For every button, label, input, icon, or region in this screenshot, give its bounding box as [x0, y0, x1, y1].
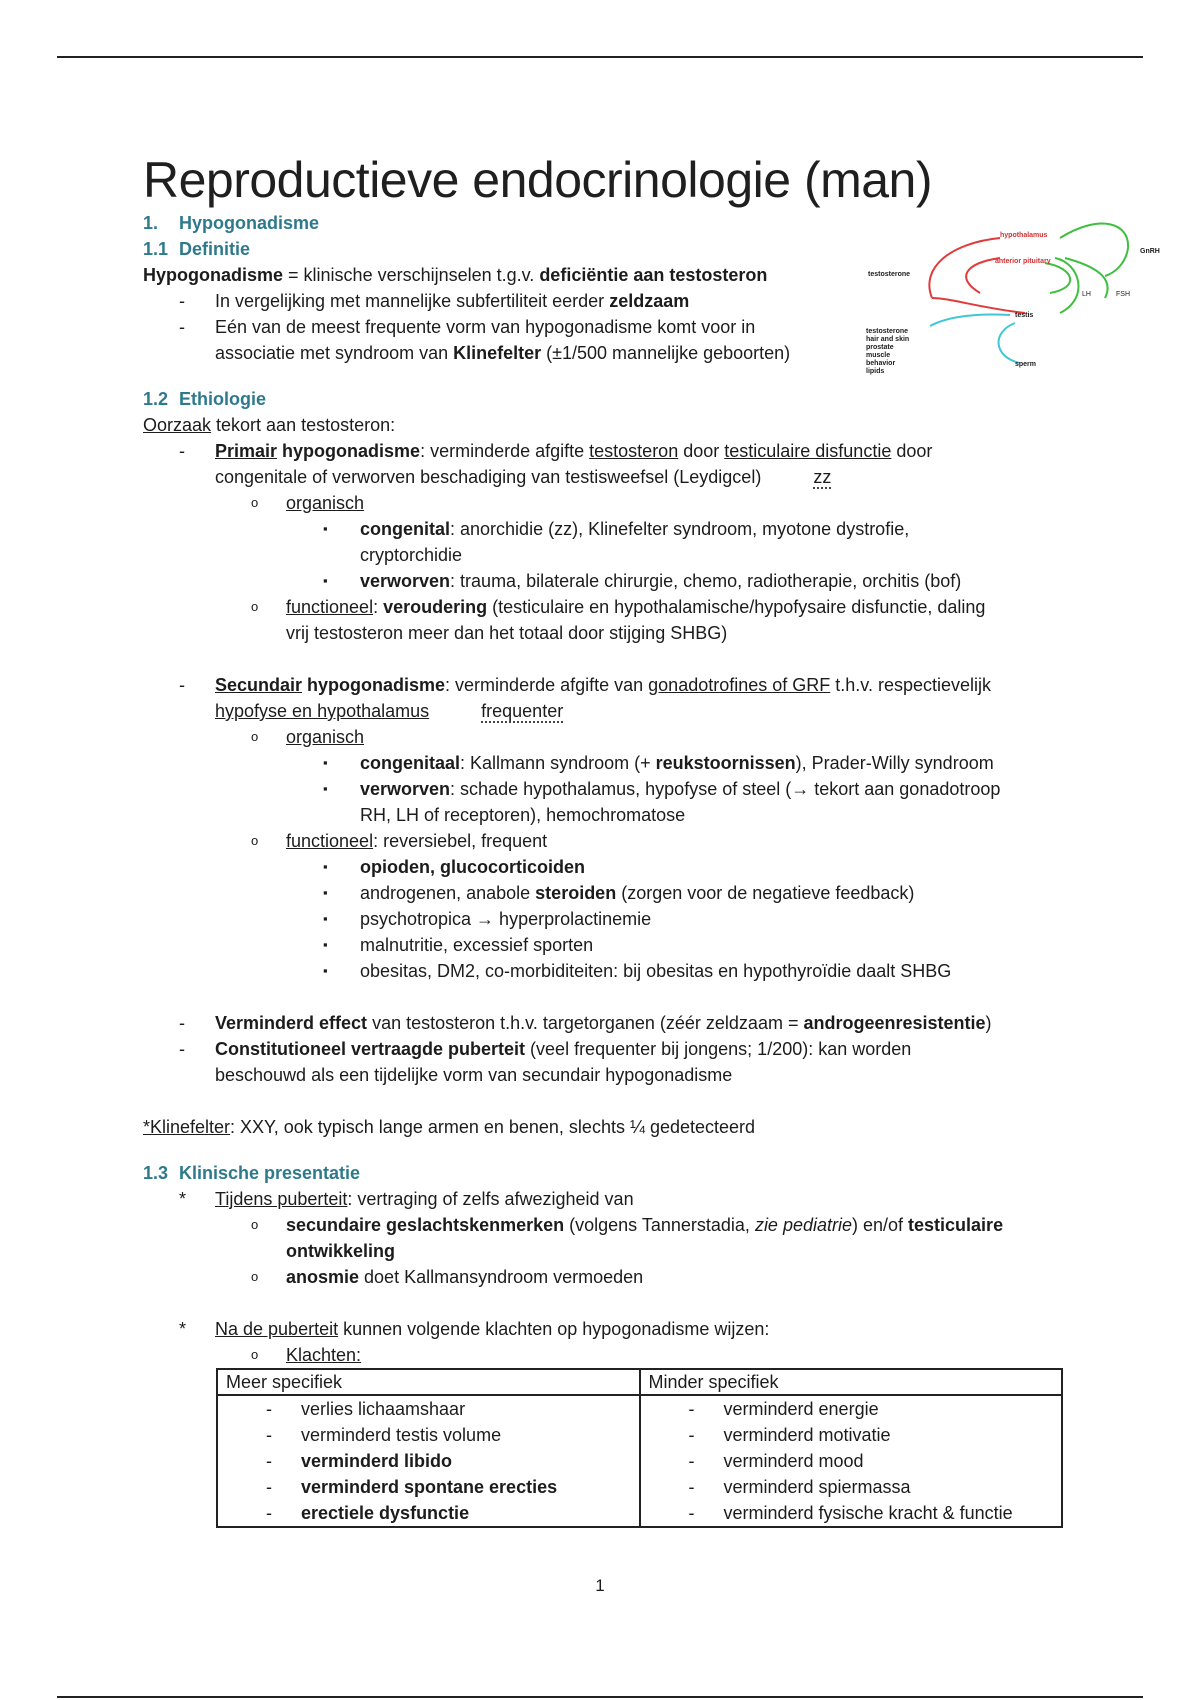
sperm-label: sperm: [1015, 361, 1037, 368]
comment-marker: frequenter: [481, 701, 564, 721]
klinefelter-note: *Klinefelter: XXY, ook typisch lange armen en benen, slechts ¼ gedetecteerd: [143, 1117, 756, 1137]
gnrh-label: GnRH: [1140, 248, 1160, 255]
document-body: [143, 150, 1073, 1528]
table-row: - verminderd spontane erecties: [266, 1477, 558, 1497]
table-row: - verminderd fysische kracht & functie: [688, 1503, 1013, 1523]
col-header-less-specific: Minder specifiek: [640, 1369, 1063, 1395]
functional-cause: ▪ androgenen, anabole steroiden (zorgen voor de negatieve feedback): [323, 883, 915, 903]
primary-acquired: ▪ verworven: trauma, bilaterale chirurgie, chemo, radiotherapie, orchitis (bof): [323, 571, 962, 591]
primary-hypogonadism: - Primair hypogonadisme: verminderde afgifte testosteron door testiculaire disfunctie door congenitale of verworven beschadiging van testisweefsel (Leydigcel) zz: [179, 441, 933, 487]
specific-complaints: [217, 1395, 640, 1527]
less-specific-complaints: [640, 1395, 1063, 1527]
cause-intro: Oorzaak tekort aan testosteron:: [143, 415, 396, 435]
complaints-table: [216, 1368, 1063, 1528]
target-item: muscle: [866, 352, 891, 359]
fsh-label: FSH: [1116, 291, 1130, 298]
complaints-label: o Klachten:: [251, 1345, 362, 1365]
table-row: - verminderd energie: [688, 1399, 879, 1419]
comment-marker: zz: [813, 467, 832, 487]
section-1-2-heading: 1.2 Ethiologie: [143, 389, 266, 409]
during-puberty: * Tijdens puberteit: vertraging of zelfs afwezigheid van: [179, 1189, 634, 1209]
bottom-rule: [57, 1696, 1143, 1698]
target-item: hair and skin: [866, 336, 910, 343]
target-item: behavior: [866, 360, 896, 367]
target-item: lipids: [866, 368, 885, 375]
hypothalamus-label: hypothalamus: [1000, 232, 1048, 239]
primary-congenital: ▪ congenital: anorchidie (zz), Klinefelter syndroom, myotone dystrofie, cryptorchidie: [323, 519, 910, 565]
functional-cause: ▪ obesitas, DM2, co-morbiditeiten: bij obesitas en hypothyroïdie daalt SHBG: [323, 961, 952, 981]
primary-organic: o organisch: [251, 493, 365, 513]
secondary-congenital: ▪ congenitaal: Kallmann syndroom (+ reukstoornissen), Prader-Willy syndroom: [323, 753, 994, 773]
table-row: - verminderd testis volume: [266, 1425, 502, 1445]
primary-functional: o functioneel: veroudering (testiculaire en hypothalamische/hypofysaire disfunctie, daling vrij testosteron meer dan het totaal door stijging SHBG): [251, 597, 986, 643]
secondary-functional: o functioneel: reversiebel, frequent: [251, 831, 548, 851]
after-puberty: * Na de puberteit kunnen volgende klachten op hypogonadisme wijzen:: [179, 1319, 770, 1339]
functional-cause: ▪ psychotropica → hyperprolactinemie: [323, 909, 652, 929]
table-row: - verminderd spiermassa: [688, 1477, 911, 1497]
section-1-heading: 1. Hypogonadisme: [143, 213, 320, 233]
page-number: 1: [595, 1576, 605, 1595]
col-header-specific: Meer specifiek: [217, 1369, 640, 1395]
secondary-acquired: ▪ verworven: schade hypothalamus, hypofyse of steel (→ tekort aan gonadotroop RH, LH of receptoren), hemochromatose: [323, 779, 1001, 825]
constitutional-delay: - Constitutioneel vertraagde puberteit (veel frequenter bij jongens; 1/200): kan worden beschouwd als een tijdelijke vorm van secundair hypogonadisme: [179, 1039, 912, 1085]
table-row: - erectiele dysfunctie: [266, 1503, 470, 1523]
puberty-item: o anosmie doet Kallmansyndroom vermoeden: [251, 1267, 644, 1287]
table-row: - verlies lichaamshaar: [266, 1399, 466, 1419]
definition-bullet: - Eén van de meest frequente vorm van hypogonadisme komt voor in associatie met syndroom van Klinefelter (±1/500 mannelijke geboorten): [179, 317, 791, 363]
top-rule: [57, 56, 1143, 58]
table-row: - verminderd libido: [266, 1451, 453, 1471]
target-item: prostate: [866, 344, 894, 351]
section-1-3-heading: 1.3 Klinische presentatie: [143, 1163, 361, 1183]
functional-cause: ▪ malnutritie, excessief sporten: [323, 935, 594, 955]
testis-label: testis: [1015, 312, 1034, 319]
functional-cause: ▪ opioden, glucocorticoiden: [323, 857, 585, 877]
secondary-organic: o organisch: [251, 727, 365, 747]
target-item: testosterone: [866, 328, 909, 335]
page-title: Reproductieve endocrinologie (man): [143, 152, 933, 208]
section-1-1-heading: 1.1 Definitie: [143, 239, 251, 259]
testosterone-label: testosterone: [868, 271, 911, 278]
pituitary-label: anterior pituitary: [995, 258, 1051, 265]
definition-bullet: - In vergelijking met mannelijke subfertiliteit eerder zeldzaam: [179, 291, 690, 311]
secondary-hypogonadism: - Secundair hypogonadisme: verminderde afgifte van gonadotrofines of GRF t.h.v. respectievelijk hypofyse en hypothalamus frequenter: [179, 675, 991, 721]
table-row: - verminderd mood: [688, 1451, 864, 1471]
table-row: - verminderd motivatie: [688, 1425, 891, 1445]
reduced-effect: - Verminderd effect van testosteron t.h.v. targetorganen (zéér zeldzaam = androgeenresistentie): [179, 1013, 992, 1033]
definition-text: Hypogonadisme = klinische verschijnselen t.g.v. deficiëntie aan testosteron: [143, 265, 768, 285]
lh-label: LH: [1082, 291, 1091, 298]
puberty-item: o secundaire geslachtskenmerken (volgens Tannerstadia, zie pediatrie) en/of testiculaire ontwikkeling: [251, 1215, 1004, 1261]
